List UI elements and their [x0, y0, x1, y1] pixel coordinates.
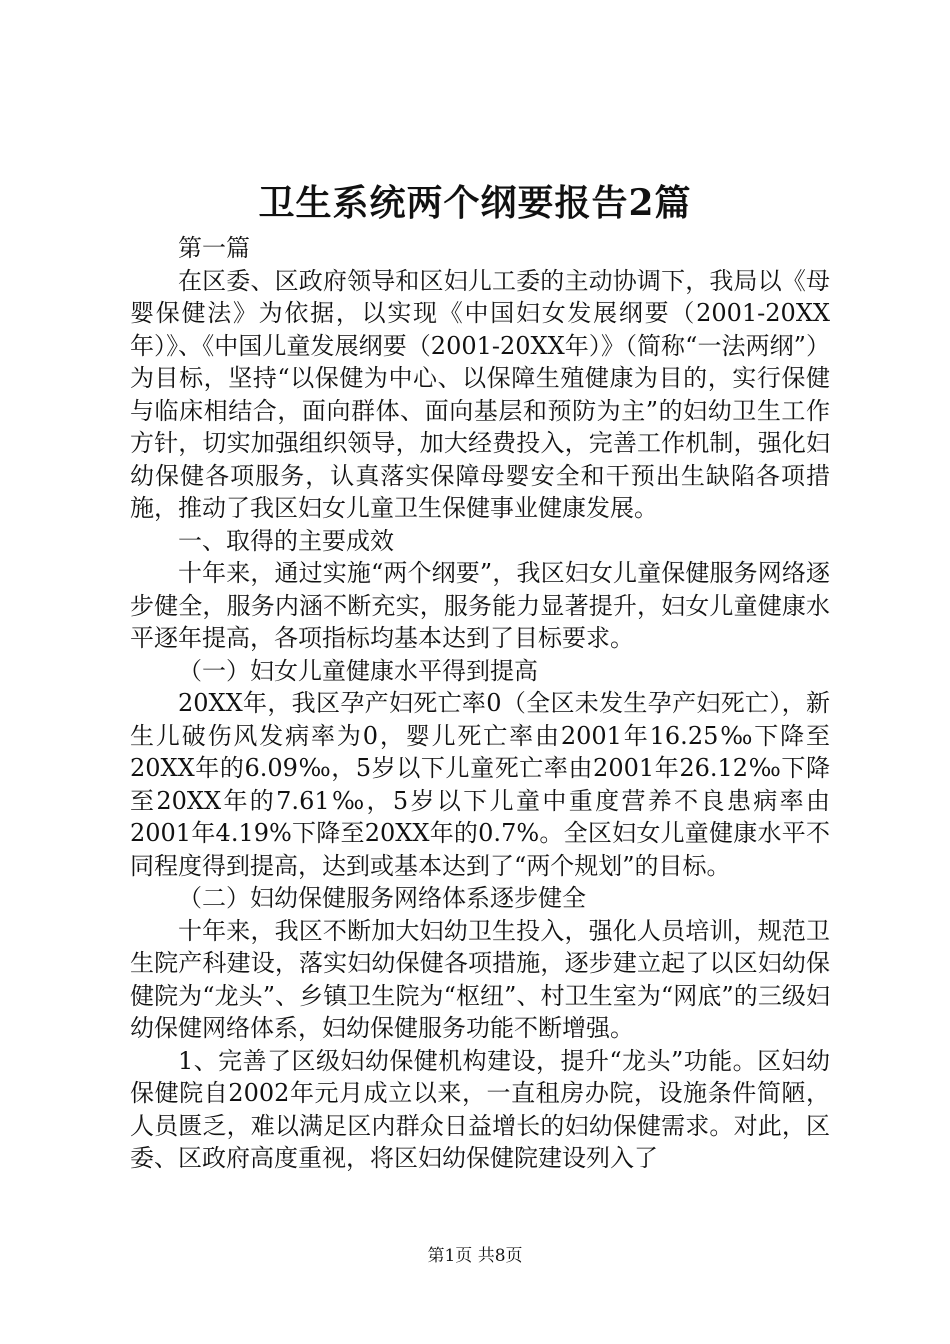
section-heading: （一）妇女儿童健康水平得到提高 — [178, 656, 538, 685]
paragraph: 十年来，我区不断加大妇幼卫生投入，强化人员培训，规范卫生院产科建设，落实妇幼保健各项措施，逐步建立起了以区妇幼保健院为“龙头”、乡镇卫生院为“枢纽”、村卫生室为“网底”的三级妇幼保健网络体系，妇幼保健服务功能不断增强。 — [130, 916, 830, 1042]
paragraph: 十年来，通过实施“两个纲要”，我区妇女儿童保健服务网络逐步健全，服务内涵不断充实，服务能力显著提升，妇女儿童健康水平逐年提高，各项指标均基本达到了目标要求。 — [130, 559, 830, 652]
document-title: 卫生系统两个纲要报告2篇 — [258, 182, 692, 224]
section-heading: 一、取得的主要成效 — [178, 526, 394, 555]
page-footer: 第1页 共8页 — [427, 1246, 523, 1266]
paragraph: 1、完善了区级妇幼保健机构建设，提升“龙头”功能。区妇幼保健院自2002年元月成立以来，一直租房办院，设施条件简陋，人员匮乏，难以满足区内群众日益增长的妇幼保健需求。对此，区委、区政府高度重视，将区妇幼保健院建设列入了 — [130, 1046, 830, 1172]
paragraph: 20XX年，我区孕产妇死亡率0（全区未发生孕产妇死亡），新生儿破伤风发病率为0，婴儿死亡率由2001年16.25‰下降至20XX年的6.09‰，5岁以下儿童死亡率由2001年26.12‰下降至20XX年的7.61‰，5岁以下儿童中重度营养不良患病率由2001年4.19%下降至20XX年的0.7%。全区妇女儿童健康水平不同程度得到提高，达到或基本达到了“两个规划”的目标。 — [130, 689, 830, 880]
document-body — [130, 232, 830, 1175]
section-heading: 第一篇 — [178, 234, 250, 262]
section-heading: （二）妇幼保健服务网络体系逐步健全 — [178, 884, 586, 912]
paragraph: 在区委、区政府领导和区妇儿工委的主动协调下，我局以《母婴保健法》为依据，以实现《中国妇女发展纲要（2001-20XX年）》、《中国儿童发展纲要（2001-20XX年）》（简称“一法两纲”）为目标，坚持“以保健为中心、以保障生殖健康为目的，实行保健与临床相结合，面向群体、面向基层和预防为主”的妇幼卫生工作方针，切实加强组织领导，加大经费投入，完善工作机制，强化妇幼保健各项服务，认真落实保障母婴安全和干预出生缺陷各项措施，推动了我区妇女儿童卫生保健事业健康发展。 — [130, 266, 830, 522]
